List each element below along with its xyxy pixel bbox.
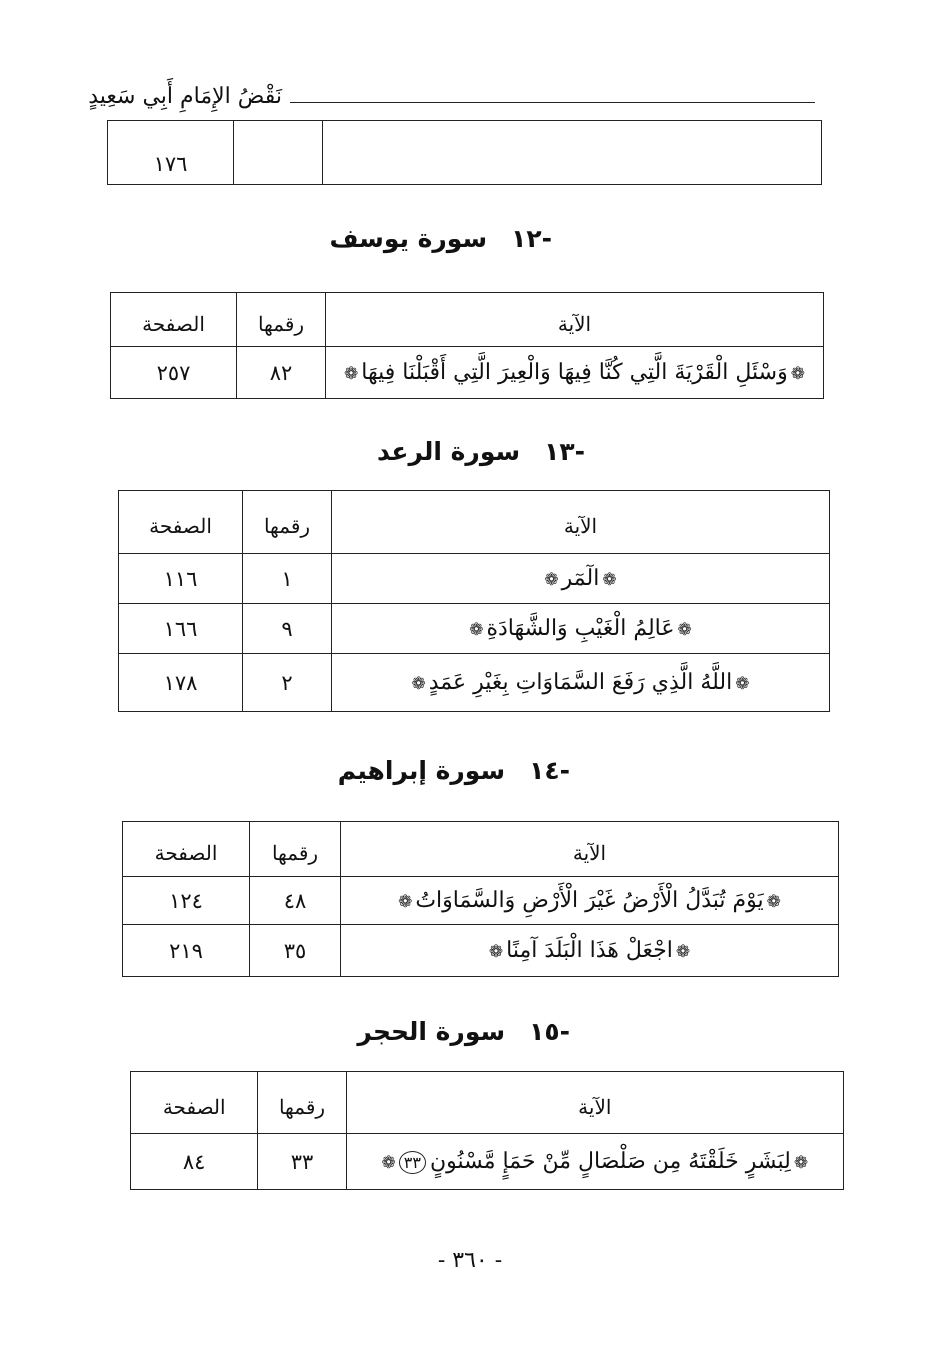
aya-text: الٓمٓر [561, 566, 600, 591]
aya-header: الآية [332, 491, 830, 554]
aya-header: الآية [341, 822, 839, 877]
aya-text: لِبَشَرٍ خَلَقْتَهُ مِن صَلْصَالٍ مِّنْ حَمَإٍ مَّسْنُونٍ [429, 1149, 791, 1174]
aya-cell [326, 347, 824, 399]
table-row [123, 877, 839, 925]
surah-heading-raad [377, 437, 585, 466]
aya-text: اللَّهُ الَّذِي رَفَعَ السَّمَاوَاتِ بِغَيْرِ عَمَدٍ [428, 670, 733, 695]
table-header-row [111, 293, 824, 347]
aya-header: الآية [346, 1072, 843, 1134]
surah-number: -١٢ [511, 224, 552, 253]
number-header: رقمها [243, 491, 332, 554]
aya-text: يَوْمَ تُبَدَّلُ الْأَرْضُ غَيْرَ الْأَرْضِ وَالسَّمَاوَاتُ [415, 888, 764, 913]
surah-title: سورة الحجر [357, 1017, 506, 1046]
number-cell: ٣٣ [258, 1134, 346, 1190]
number-cell: ٩ [243, 604, 332, 654]
aya-cell [341, 877, 839, 925]
flower-ornament-icon: ❁ [398, 892, 413, 912]
running-header [88, 80, 810, 120]
aya-cell [346, 1134, 843, 1190]
surah-table-ibrahim [122, 821, 839, 977]
surah-title: سورة يوسف [329, 224, 488, 253]
surah-heading-hijr [357, 1017, 570, 1046]
flower-ornament-icon: ❁ [381, 1153, 396, 1173]
surah-table-yusuf [110, 292, 824, 399]
number-cell: ١ [243, 554, 332, 604]
surah-number: -١٥ [529, 1017, 570, 1046]
page-cell: ١١٦ [119, 554, 243, 604]
flower-ornament-icon: ❁ [790, 364, 805, 384]
page-header: الصفحة [123, 822, 250, 877]
number-cell: ٢ [243, 654, 332, 712]
number-cell: ٣٥ [250, 925, 341, 977]
page-cell: ١٧٦ [108, 121, 234, 185]
flower-ornament-icon: ❁ [793, 1153, 809, 1173]
table-row [119, 554, 830, 604]
surah-title: سورة إبراهيم [337, 756, 506, 785]
running-title: نَقْضُ الإِمَامِ أَبِي سَعِيدٍ [88, 84, 282, 109]
page-cell: ٨٤ [131, 1134, 258, 1190]
table-row [123, 925, 839, 977]
table-header-row [131, 1072, 844, 1134]
surah-title: سورة الرعد [376, 437, 521, 466]
verse-number-marker: ٣٣ [399, 1151, 426, 1174]
surah-heading-ibrahim [338, 756, 570, 785]
page-header: الصفحة [119, 491, 243, 554]
flower-ornament-icon: ❁ [735, 674, 750, 694]
flower-ornament-icon: ❁ [469, 620, 484, 640]
aya-cell [341, 925, 839, 977]
page-cell: ١٧٨ [119, 654, 243, 712]
table-row [119, 604, 830, 654]
table-row [111, 347, 824, 399]
carryover-table [107, 120, 822, 185]
number-header: رقمها [250, 822, 341, 877]
number-header: رقمها [258, 1072, 346, 1134]
table-header-row [123, 822, 839, 877]
surah-table-raad [118, 490, 830, 712]
page-cell: ٢١٩ [123, 925, 250, 977]
flower-ornament-icon: ❁ [677, 620, 692, 640]
flower-ornament-icon: ❁ [488, 942, 504, 962]
page-cell: ٢٥٧ [111, 347, 237, 399]
page-cell: ١٢٤ [123, 877, 250, 925]
table-row [131, 1134, 844, 1190]
surah-heading-yusuf [330, 224, 552, 253]
aya-cell [332, 654, 830, 712]
flower-ornament-icon: ❁ [766, 892, 781, 912]
aya-text: عَالِمُ الْغَيْبِ وَالشَّهَادَةِ [486, 616, 675, 641]
page-cell: ١٦٦ [119, 604, 243, 654]
page-number: - ٣٦٠ - [437, 1248, 503, 1273]
surah-table-hijr [130, 1071, 844, 1190]
flower-ornament-icon: ❁ [411, 674, 426, 694]
page-header: الصفحة [131, 1072, 258, 1134]
aya-cell [332, 554, 830, 604]
surah-number: -١٤ [529, 756, 570, 785]
aya-cell [323, 121, 822, 185]
aya-cell [332, 604, 830, 654]
header-rule [290, 102, 815, 103]
number-cell: ٤٨ [250, 877, 341, 925]
table-header-row [119, 491, 830, 554]
surah-number: -١٣ [544, 437, 585, 466]
aya-header: الآية [326, 293, 824, 347]
number-header: رقمها [237, 293, 326, 347]
flower-ornament-icon: ❁ [544, 570, 559, 590]
table-row [108, 121, 822, 185]
number-cell: ٨٢ [237, 347, 326, 399]
flower-ornament-icon: ❁ [675, 942, 691, 962]
table-row [119, 654, 830, 712]
aya-text: وَسْئَلِ الْقَرْيَةَ الَّتِي كُنَّا فِيهَا وَالْعِيرَ الَّتِي أَقْبَلْنَا فِيهَا [361, 360, 788, 385]
flower-ornament-icon: ❁ [602, 570, 617, 590]
number-cell [234, 121, 323, 185]
page-header: الصفحة [111, 293, 237, 347]
flower-ornament-icon: ❁ [344, 364, 359, 384]
aya-text: اجْعَلْ هَذَا الْبَلَدَ آمِنًا [506, 938, 673, 963]
